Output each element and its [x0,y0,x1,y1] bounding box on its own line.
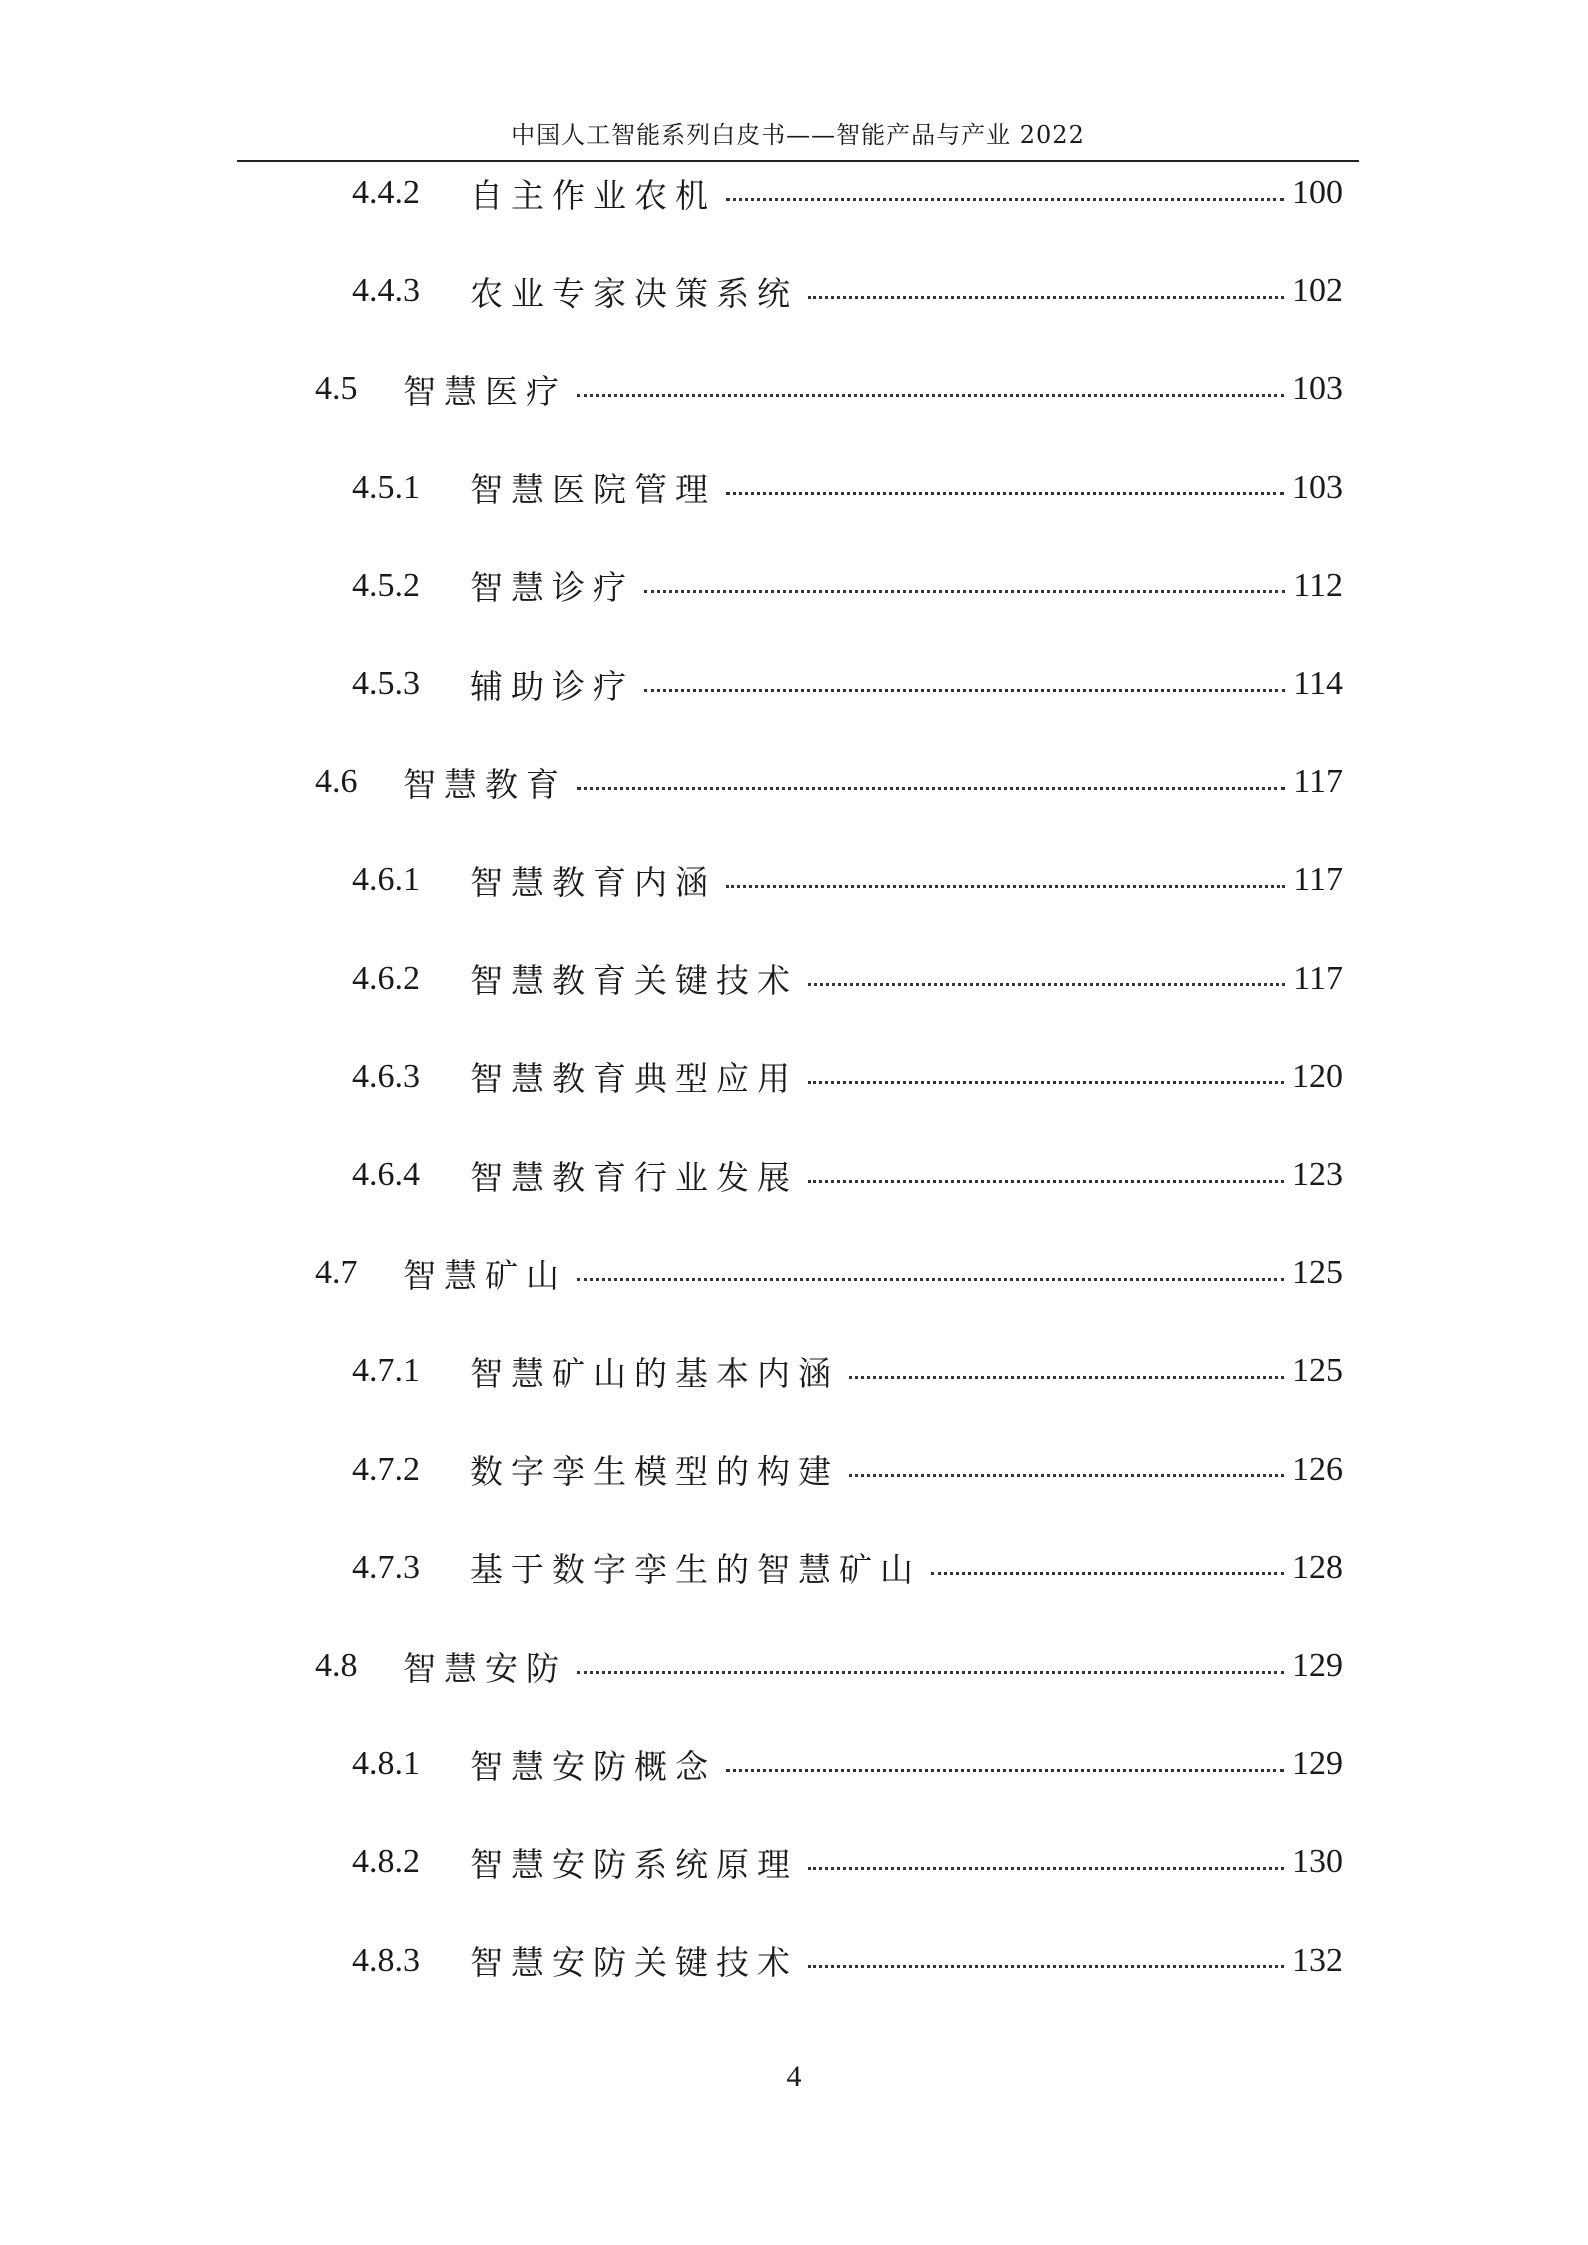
toc-dot-leader [577,1671,1284,1674]
toc-entry[interactable] [352,1543,1343,1593]
toc-entry-page: 117 [1293,861,1343,899]
toc-dot-leader [577,787,1285,790]
toc-entry-number: 4.7 [315,1254,358,1292]
toc-entry-number: 4.4.2 [352,174,420,211]
toc-entry-number: 4.8.2 [352,1843,420,1881]
toc-entry-number: 4.6.2 [352,959,420,997]
toc-entry[interactable] [352,463,1343,513]
toc-dot-leader [808,1965,1284,1968]
toc-entry-title: 智慧医疗 [403,371,567,411]
toc-entry[interactable] [352,954,1343,1004]
toc-entry[interactable] [315,364,1343,414]
toc-entry-number: 4.6 [315,763,358,801]
toc-dot-leader [577,1278,1284,1281]
toc-entry-title: 智慧教育行业发展 [470,1157,798,1197]
toc-entry-number: 4.5 [315,370,358,408]
toc-entry[interactable] [352,1739,1343,1789]
toc-entry-page: 129 [1292,1745,1343,1783]
toc-entry-page: 103 [1292,370,1343,408]
toc-dot-leader [849,1474,1284,1477]
toc-dot-leader [849,1376,1284,1379]
toc-entry-number: 4.7.1 [352,1352,420,1390]
toc-entry-title: 辅助诊疗 [470,666,634,706]
toc-entry-number: 4.5.1 [352,468,420,506]
toc-entry-number: 4.8.1 [352,1745,420,1783]
toc-entry-title: 智慧安防 [403,1648,567,1688]
toc-entry-page: 130 [1292,1843,1343,1881]
toc-entry[interactable] [352,561,1343,611]
toc-dot-leader [931,1572,1284,1575]
toc-entry-title: 智慧教育 [403,764,567,804]
toc-entry-number: 4.6.3 [352,1057,420,1095]
toc-dot-leader [808,1180,1284,1183]
toc-entry[interactable] [352,1346,1343,1396]
toc-entry-number: 4.5.2 [352,566,420,604]
toc-entry[interactable] [352,1445,1343,1495]
page-number: 4 [786,2060,802,2093]
toc-entry-title: 智慧安防系统原理 [470,1844,798,1884]
toc-entry-page: 117 [1293,959,1343,997]
toc-entry[interactable] [352,1150,1343,1200]
toc-entry[interactable] [352,855,1343,905]
header-rule [237,160,1359,162]
toc-entry-page: 128 [1292,1548,1343,1586]
toc-entry-number: 4.7.2 [352,1450,420,1488]
toc-entry-title: 智慧诊疗 [470,568,634,608]
toc-entry-page: 132 [1292,1941,1343,1979]
toc-dot-leader [644,689,1285,692]
toc-entry-page: 100 [1292,174,1343,211]
toc-entry-title: 智慧教育典型应用 [470,1059,798,1099]
toc-dot-leader [808,983,1285,986]
toc-entry-number: 4.4.3 [352,272,420,310]
toc-entry-title: 基于数字孪生的智慧矿山 [470,1550,921,1590]
toc-entry-title: 农业专家决策系统 [470,273,798,313]
toc-entry-title: 智慧医院管理 [470,470,716,510]
toc-dot-leader [808,296,1284,299]
toc-entry[interactable] [315,1641,1343,1691]
toc-dot-leader [808,1081,1284,1084]
toc-entry[interactable] [352,168,1343,218]
toc-entry[interactable] [352,1936,1343,1986]
toc-entry-page: 129 [1292,1647,1343,1684]
toc-entry-number: 4.6.1 [352,861,420,899]
toc-entry-page: 117 [1293,763,1343,801]
toc-dot-leader [577,394,1284,397]
toc-entry-page: 125 [1292,1254,1343,1292]
toc-entry-title: 数字孪生模型的构建 [470,1452,839,1492]
toc-entry-title: 自主作业农机 [470,175,716,215]
toc-entry[interactable] [315,1248,1343,1298]
toc-entry[interactable] [352,266,1343,316]
toc-dot-leader [726,198,1284,201]
toc-entry-title: 智慧安防关键技术 [470,1943,798,1983]
toc-entry-page: 114 [1293,665,1343,702]
toc-entry-number: 4.5.3 [352,665,420,702]
toc-entry-number: 4.7.3 [352,1548,420,1586]
toc-entry-page: 120 [1292,1057,1343,1095]
toc-dot-leader [644,590,1285,593]
running-header: 中国人工智能系列白皮书——智能产品与产业 2022 [511,121,1085,149]
toc-entry-number: 4.8 [315,1647,358,1684]
toc-entry[interactable] [352,1052,1343,1102]
toc-entry[interactable] [315,757,1343,807]
toc-entry-page: 125 [1292,1352,1343,1390]
toc-entry-title: 智慧教育内涵 [470,862,716,902]
toc-entry[interactable] [352,659,1343,709]
toc-dot-leader [726,1769,1284,1772]
toc-entry-title: 智慧教育关键技术 [470,961,798,1001]
toc-entry-number: 4.8.3 [352,1941,420,1979]
toc-entry-number: 4.6.4 [352,1156,420,1193]
toc-entry-page: 112 [1293,566,1343,604]
toc-dot-leader [726,492,1284,495]
toc-entry-page: 103 [1292,468,1343,506]
toc-dot-leader [808,1867,1284,1870]
toc-dot-leader [726,885,1285,888]
toc-entry-page: 123 [1292,1156,1343,1193]
toc-entry-title: 智慧矿山 [403,1255,567,1295]
toc-entry-page: 126 [1292,1450,1343,1488]
toc-entry-page: 102 [1292,272,1343,310]
toc-entry-title: 智慧安防概念 [470,1746,716,1786]
toc-entry[interactable] [352,1837,1343,1887]
toc-entry-title: 智慧矿山的基本内涵 [470,1353,839,1393]
